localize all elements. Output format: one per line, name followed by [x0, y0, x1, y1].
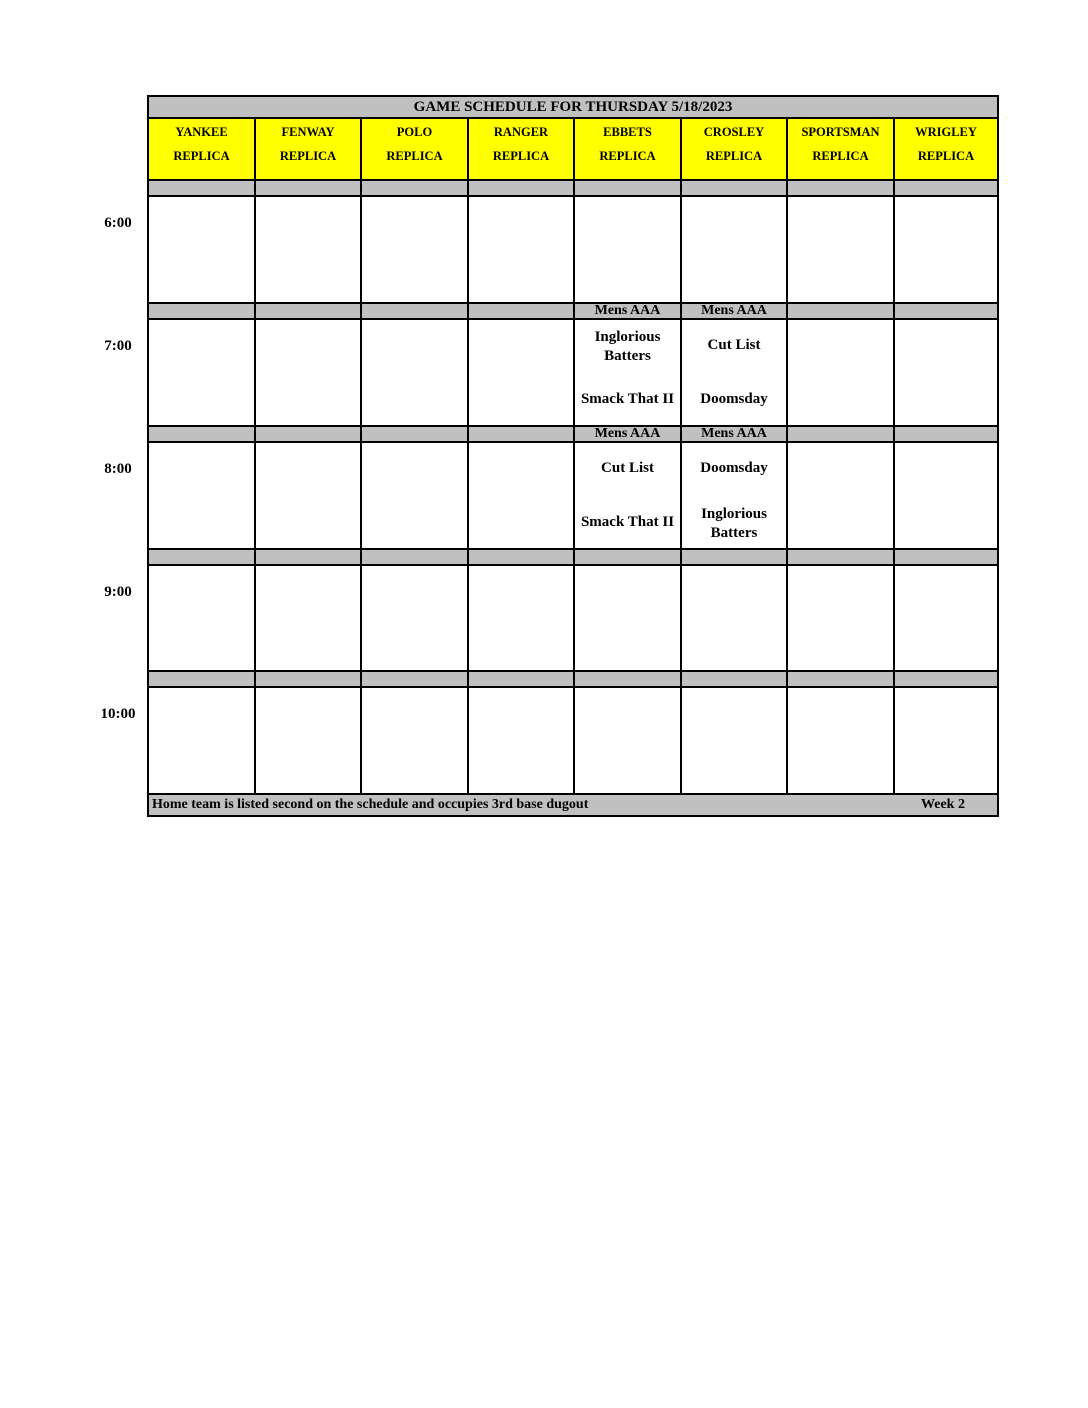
game-cell	[254, 686, 362, 795]
field-subtitle: REPLICA	[386, 149, 443, 163]
game-cell	[893, 195, 999, 304]
game-cell	[680, 195, 788, 304]
field-subtitle: REPLICA	[812, 149, 869, 163]
game-cell	[573, 441, 682, 550]
time-label: 8:00	[104, 461, 132, 477]
division-label: Mens AAA	[701, 426, 767, 441]
game-cell	[786, 564, 895, 673]
field-subtitle: REPLICA	[599, 149, 656, 163]
game-cell	[680, 686, 788, 795]
game-cell	[573, 564, 682, 673]
time-label: 10:00	[100, 706, 136, 722]
game-cell	[786, 686, 895, 795]
field-header-fenway	[254, 117, 362, 181]
game-cell	[467, 195, 575, 304]
field-header-yankee	[147, 117, 256, 181]
away-team: Doomsday	[700, 460, 768, 476]
game-cell	[893, 318, 999, 427]
game-cell	[786, 195, 895, 304]
game-cell	[254, 318, 362, 427]
game-cell	[786, 441, 895, 550]
division-label: Mens AAA	[594, 303, 661, 318]
game-cell	[573, 318, 682, 427]
schedule-footer	[147, 793, 999, 817]
time-label: 7:00	[104, 338, 132, 354]
game-cell	[573, 686, 682, 795]
division-label: Mens AAA	[594, 426, 661, 441]
game-cell	[573, 195, 682, 304]
field-header-sportsman	[786, 117, 895, 181]
game-cell	[680, 441, 788, 550]
time-label: 9:00	[104, 584, 132, 600]
field-subtitle: REPLICA	[279, 149, 337, 163]
home-team: Doomsday	[700, 391, 768, 407]
schedule-table	[147, 95, 999, 817]
game-cell	[147, 318, 256, 427]
field-name: WRIGLEY	[915, 125, 977, 139]
field-name: EBBETS	[603, 125, 652, 139]
game-cell	[360, 195, 469, 304]
field-name: CROSLEY	[703, 125, 765, 139]
game-cell	[893, 564, 999, 673]
game-cell	[254, 441, 362, 550]
field-name: POLO	[396, 125, 433, 139]
game-cell	[786, 318, 895, 427]
game-cell	[680, 318, 788, 427]
game-cell	[360, 318, 469, 427]
field-header-ebbets	[573, 117, 682, 181]
field-subtitle: REPLICA	[705, 149, 763, 163]
game-cell	[147, 441, 256, 550]
field-subtitle: REPLICA	[492, 149, 550, 163]
home-team: Smack That II	[580, 391, 675, 407]
game-cell	[360, 441, 469, 550]
schedule-title-text: GAME SCHEDULE FOR THURSDAY 5/18/2023	[413, 99, 733, 115]
field-subtitle: REPLICA	[173, 149, 230, 163]
field-header-ranger	[467, 117, 575, 181]
home-team: Inglorious Batters	[701, 506, 767, 541]
game-cell	[147, 686, 256, 795]
game-cell	[893, 686, 999, 795]
away-team: Cut List	[601, 460, 654, 476]
game-cell	[147, 195, 256, 304]
game-cell	[467, 564, 575, 673]
field-name: RANGER	[493, 125, 549, 139]
game-cell	[360, 686, 469, 795]
field-header-polo	[360, 117, 469, 181]
away-team: Inglorious Batters	[594, 329, 661, 364]
division-label: Mens AAA	[701, 303, 767, 318]
game-cell	[680, 564, 788, 673]
game-cell	[467, 441, 575, 550]
game-cell	[254, 564, 362, 673]
game-cell	[467, 318, 575, 427]
away-team: Cut List	[707, 337, 761, 353]
time-label: 6:00	[104, 215, 132, 231]
field-header-wrigley	[893, 117, 999, 181]
game-cell	[254, 195, 362, 304]
footer-week: Week 2	[921, 797, 965, 812]
footer-note: Home team is listed second on the schedule and occupies 3rd base dugout	[152, 797, 589, 812]
game-cell	[360, 564, 469, 673]
field-name: SPORTSMAN	[801, 125, 880, 139]
field-subtitle: REPLICA	[917, 149, 975, 163]
schedule-title	[147, 95, 999, 119]
field-name: YANKEE	[175, 125, 228, 139]
home-team: Smack That II	[580, 514, 675, 530]
game-cell	[147, 564, 256, 673]
game-cell	[467, 686, 575, 795]
field-name: FENWAY	[281, 125, 335, 139]
game-cell	[893, 441, 999, 550]
field-header-crosley	[680, 117, 788, 181]
